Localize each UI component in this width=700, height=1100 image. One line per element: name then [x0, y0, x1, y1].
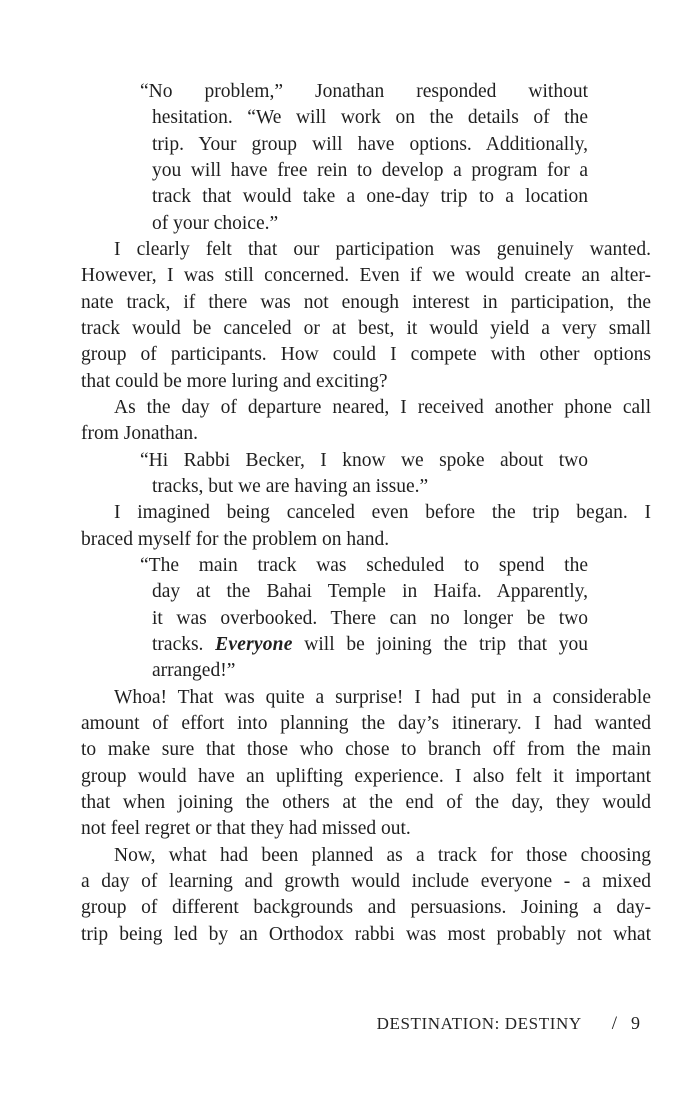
text-line: trip. Your group will have options. Additionally, [152, 133, 588, 155]
text-line: from Jonathan. [81, 423, 198, 445]
text-line: trip being led by an Orthodox rabbi was most probably not what [81, 923, 651, 945]
text-line: Now, what had been planned as a track for those choosing [114, 844, 651, 866]
paragraph [81, 500, 651, 553]
text-line: group would have an uplifting experience. I also felt it important [81, 765, 651, 787]
page-footer [377, 1013, 640, 1035]
text-line: “No problem,” Jonathan responded without [140, 81, 588, 102]
text-line: braced myself for the problem on hand. [81, 528, 390, 550]
text-line: I imagined being canceled even before the trip began. I [114, 502, 651, 524]
text-line: As the day of departure neared, I received another phone call [114, 396, 651, 418]
text-line: track would be canceled or at best, it would yield a very small [81, 317, 651, 339]
text-line: of your choice.” [152, 212, 279, 234]
text-line: tracks. Everyone will be joining the trip that you [152, 633, 588, 655]
text-line: you will have free rein to develop a program for a [152, 159, 588, 181]
paragraph [81, 843, 651, 948]
text-line: arranged!” [152, 660, 236, 682]
text-line: amount of effort into planning the day’s itinerary. I had wanted [81, 712, 651, 734]
text-line: group of different backgrounds and persuasions. Joining a day- [81, 897, 651, 919]
text-line: day at the Bahai Temple in Haifa. Apparently, [152, 581, 588, 603]
text-line: “Hi Rabbi Becker, I know we spoke about two [140, 449, 588, 471]
block-quote [140, 553, 588, 685]
text-content [81, 79, 651, 948]
text-line: not feel regret or that they had missed out. [81, 818, 411, 840]
footer-separator: / [611, 1013, 617, 1034]
text-line: “The main track was scheduled to spend the [140, 554, 588, 576]
block-quote [140, 448, 588, 501]
text-line: it was overbooked. There can no longer be two [152, 607, 588, 629]
text-line: tracks, but we are having an issue.” [152, 475, 429, 497]
text-line: that could be more luring and exciting? [81, 370, 388, 392]
paragraph [81, 395, 651, 448]
paragraph [81, 237, 651, 395]
text-line: nate track, if there was not enough interest in participation, the [81, 291, 651, 313]
text-line: group of participants. How could I compete with other options [81, 344, 651, 366]
text-line: I clearly felt that our participation was genuinely wanted. [114, 238, 651, 260]
text-line: hesitation. “We will work on the details of the [152, 107, 588, 129]
text-line: that when joining the others at the end of the day, they would [81, 791, 651, 813]
text-line: Whoa! That was quite a surprise! I had put in a considerable [114, 686, 651, 708]
text-line: a day of learning and growth would include everyone - a mixed [81, 870, 651, 892]
footer-book-title: DESTINATION: DESTINY [376, 1014, 582, 1033]
text-line: to make sure that those who chose to branch off from the main [81, 739, 651, 761]
text-line: However, I was still concerned. Even if we would create an alter- [81, 265, 651, 287]
footer-page-number: 9 [631, 1013, 640, 1033]
text-line: track that would take a one-day trip to a location [152, 186, 588, 208]
block-quote [140, 79, 588, 237]
paragraph [81, 685, 651, 843]
